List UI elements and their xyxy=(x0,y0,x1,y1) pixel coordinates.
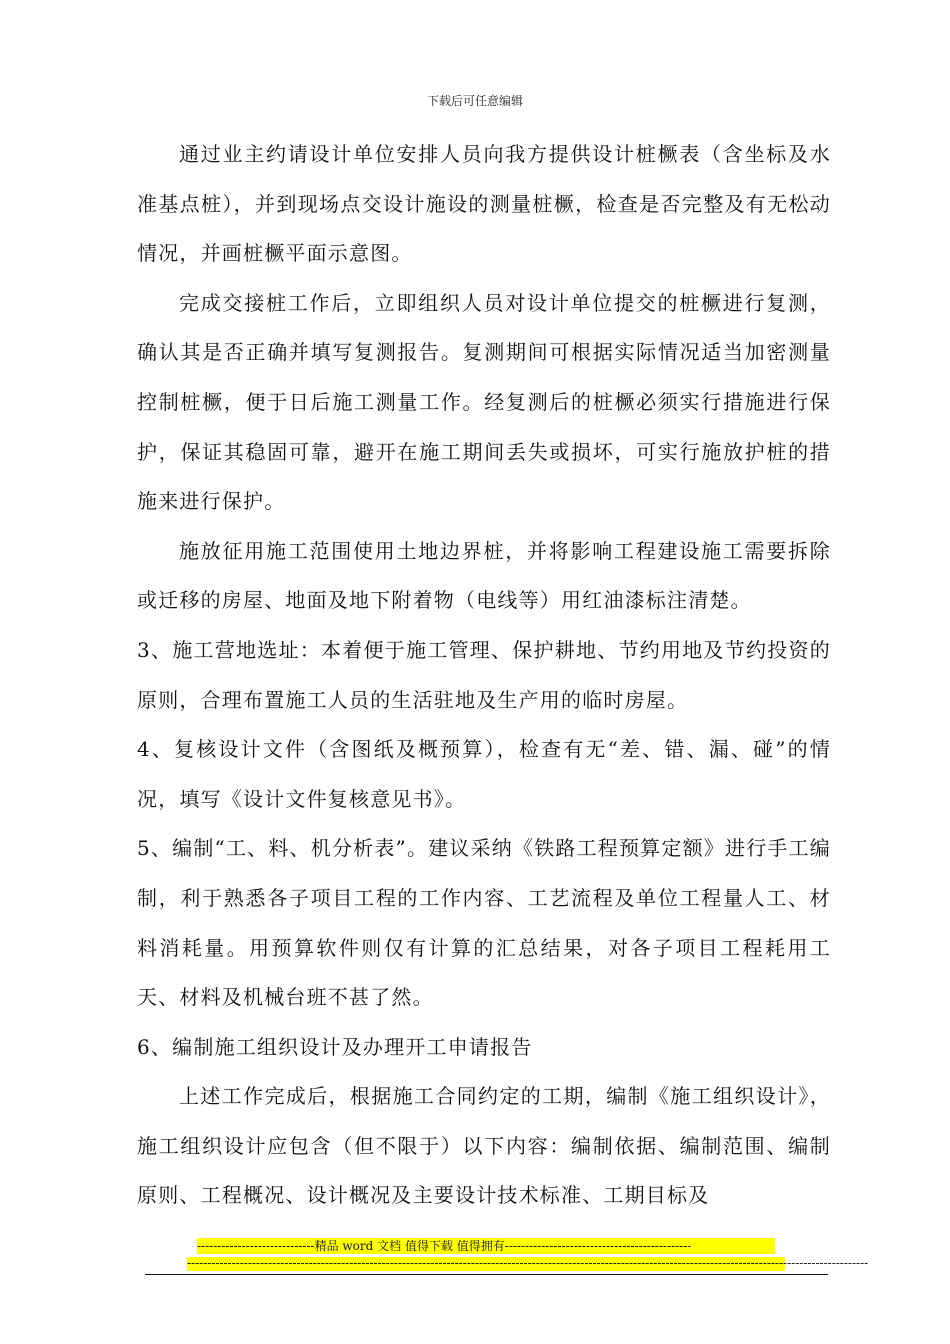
paragraph-3: 施放征用施工范围使用土地边界桩，并将影响工程建设施工需要拆除或迁移的房屋、地面及地下附着物（电线等）用红油漆标注清楚。 xyxy=(137,538,831,613)
paragraph-1: 通过业主约请设计单位安排人员向我方提供设计桩橛表（含坐标及水准基点桩），并到现场点交设计施设的测量桩橛，检查是否完整及有无松动情况，并画桩橛平面示意图。 xyxy=(137,142,831,266)
page-header: 下载后可任意编辑 xyxy=(426,94,523,108)
footer-rule xyxy=(145,1274,828,1275)
paragraph-7: 6、编制施工组织设计及办理开工申请报告 xyxy=(137,1034,533,1059)
paragraph-2: 完成交接桩工作后，立即组织人员对设计单位提交的桩橛进行复测，确认其是否正确并填写复测报告。复测期间可根据实际情况适当加密测量控制桩橛，便于日后施工测量工作。经复测后的桩橛必须实行措施进行保护，保证其稳固可靠，避开在施工期间丢失或损坏，可实行施放护桩的措施来进行保护。 xyxy=(137,290,831,514)
footer-banner: -----------------------------精品 word 文档 值得下载 值得拥有---------------------------------------------- xyxy=(197,1238,775,1254)
paragraph-8: 上述工作完成后，根据施工合同约定的工期，编制《施工组织设计》，施工组织设计应包含（但不限于）以下内容：编制依据、编制范围、编制原则、工程概况、设计概况及主要设计技术标准、工期目标及 xyxy=(137,1084,831,1208)
footer-dashes: ------------------------------------------------------------------------------------------------------------------------------------------------------------------------ xyxy=(187,1256,869,1270)
paragraph-5: 4、复核设计文件（含图纸及概预算），检查有无“差、错、漏、碰”的情况，填写《设计文件复核意见书》。 xyxy=(137,737,831,811)
document-body xyxy=(137,130,831,1221)
paragraph-4: 3、施工营地选址：本着便于施工管理、保护耕地、节约用地及节约投资的原则，合理布置施工人员的生活驻地及生产用的临时房屋。 xyxy=(137,637,831,712)
paragraph-6: 5、编制“工、料、机分析表”。建议采纳《铁路工程预算定额》进行手工编制，利于熟悉各子项目工程的工作内容、工艺流程及单位工程量人工、材料消耗量。用预算软件则仅有计算的汇总结果，对各子项目工程耗用工天、材料及机械台班不甚了然。 xyxy=(137,836,831,1010)
